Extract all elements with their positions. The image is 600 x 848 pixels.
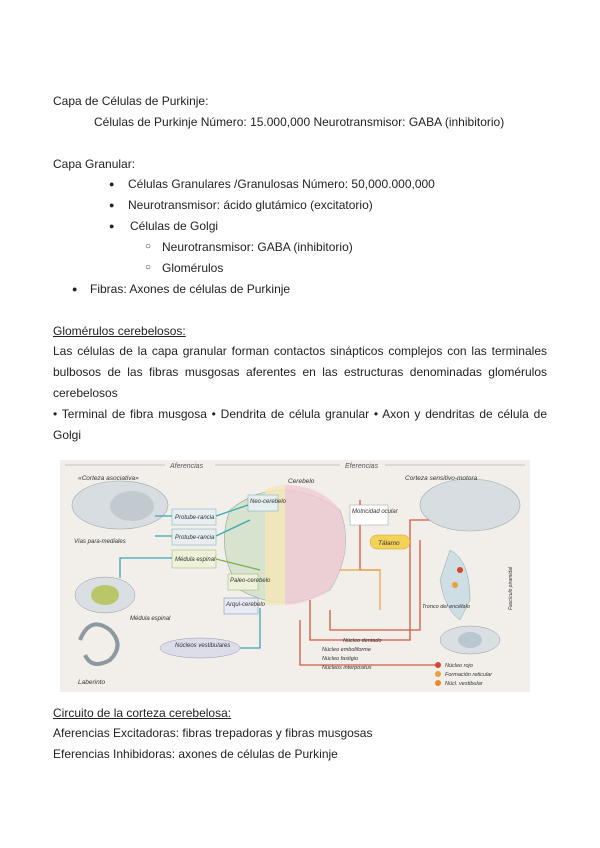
granular-item: Neurotransmisor: ácido glutámico (excitatorio) [128, 198, 373, 212]
fig-talamo: Tálamo [378, 540, 400, 547]
figure-svg [60, 460, 530, 692]
fig-corteza-asociativa: «Corteza asociativa» [78, 475, 139, 482]
circle-bullet-icon: ○ [145, 262, 152, 273]
fig-motricidad-ocular: Motricidad ocular [352, 509, 398, 515]
fig-corteza-sensitivo-motora: Corteza sensitivo-motora [405, 475, 478, 482]
golgi-subitem: Neurotransmisor: GABA (inhibitorio) [162, 240, 353, 254]
glomerulos-paragraph: Las células de la capa granular forman contactos sinápticos complejos con las terminales bulbosos de las fibras musgosas aferentes en las estructuras denominadas glomérulos cerebelosos [53, 344, 547, 400]
bullet-icon: ● [109, 200, 115, 210]
granular-item: Células Granulares /Granulosas Número: 50,000.000,000 [128, 177, 435, 191]
golgi-subitem: Glomérulos [162, 261, 224, 275]
purkinje-heading: Capa de Células de Purkinje: [53, 94, 209, 108]
fig-aferencias: Aferencias [170, 463, 204, 470]
fig-cerebelo: Cerebelo [288, 478, 315, 485]
fig-arquicerebelo: Arqui-cerebelo [226, 602, 266, 608]
circuito-aferencias: Aferencias Excitadoras: fibras trepadoras y fibras musgosas [53, 726, 373, 740]
fig-legend-formacion-reticular: Formación reticular [445, 672, 493, 678]
fig-paleocerebelo: Paleo-cerebelo [230, 578, 271, 584]
fig-neocerebelo: Neo-cerebelo [250, 499, 287, 505]
fig-legend-nucleo-rojo: Núcleo rojo [445, 663, 473, 669]
legend-nucleo-rojo-icon [435, 662, 441, 668]
glomerulos-heading: Glomérulos cerebelosos: [53, 324, 186, 338]
bullet-icon: ● [72, 284, 78, 294]
fig-eferencias: Eferencias [345, 463, 379, 470]
fig-laberinto: Laberinto [78, 679, 106, 686]
granular-item: Células de Golgi [130, 219, 219, 233]
legend-nucleo-vestibular-icon [435, 680, 441, 686]
fig-nucleo-emboliforme: Núcleo emboliforme [322, 647, 371, 653]
fig-medula-espinal: Médula espinal [130, 616, 171, 622]
fig-protuberancia-1: Protube-rancia [175, 515, 215, 521]
fig-nucleo-fastigio: Núcleo fastigio [322, 656, 359, 662]
bullet-icon: ● [109, 179, 115, 189]
fibras-item: Fibras: Axones de células de Purkinje [90, 282, 291, 296]
fig-nucleos-vestibulares: Núcleos vestibulares [175, 643, 231, 649]
fig-medula-box: Médula espinal [175, 557, 216, 563]
fig-vias-paramediales: Vías para-mediales [74, 539, 126, 545]
fig-via-lateral: Fascículo piramidal [508, 566, 514, 610]
circuito-heading: Circuito de la corteza cerebelosa: [53, 706, 232, 720]
legend-formacion-reticular-icon [435, 671, 441, 677]
glomerulos-components: • Terminal de fibra musgosa • Dendrita de célula granular • Axon y dendritas de célula de Golgi [53, 407, 547, 442]
bullet-icon: ● [109, 221, 115, 231]
fig-protuberancia-2: Protube-rancia [175, 535, 215, 541]
fig-legend-nucleo-vestibular: Núcl. vestibular [445, 681, 483, 687]
cerebellum-afferents-efferents-figure [60, 460, 530, 692]
purkinje-detail: Células de Purkinje Número: 15.000,000 Neurotransmisor: GABA (inhibitorio) [94, 115, 505, 129]
granular-heading: Capa Granular: [53, 157, 136, 171]
circle-bullet-icon: ○ [145, 241, 152, 252]
fig-nucleo-dentado: Núcleo dentado [343, 638, 382, 644]
right-brain-shape [420, 479, 520, 531]
fig-nucleos-interpositos: Núcleos interpositus [322, 665, 372, 671]
fig-tronco-encefalo: Tronco del encéfalo [422, 604, 470, 610]
circuito-eferencias: Eferencias Inhibidoras: axones de células de Purkinje [53, 747, 338, 761]
